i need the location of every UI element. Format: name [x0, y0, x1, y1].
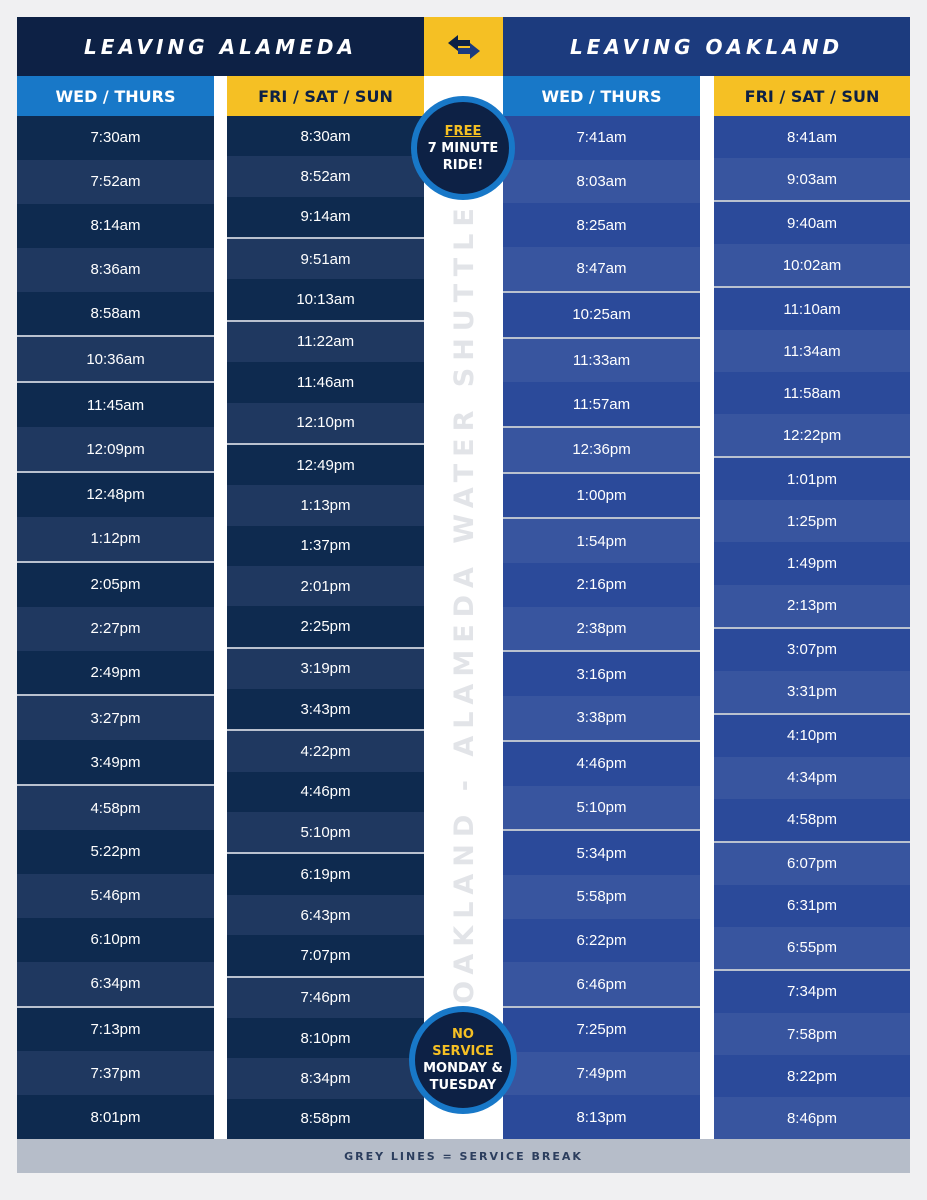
departure-time: 11:34am: [714, 330, 910, 372]
route-name-vertical: [447, 200, 481, 1004]
departure-time: 8:36am: [17, 248, 214, 292]
departure-time: 6:10pm: [17, 918, 214, 962]
departure-time: 7:52am: [17, 160, 214, 204]
departure-time: 3:07pm: [714, 627, 910, 671]
departure-time: 4:46pm: [227, 772, 424, 812]
departure-time: 5:34pm: [503, 829, 700, 875]
departure-time: 1:01pm: [714, 456, 910, 500]
departure-time: 6:34pm: [17, 962, 214, 1006]
departure-time: 5:10pm: [503, 786, 700, 830]
departure-time: 8:58am: [17, 292, 214, 336]
schedule-page: [17, 17, 910, 1173]
departure-time: 1:54pm: [503, 517, 700, 563]
departure-time: 7:41am: [503, 116, 700, 160]
departure-time: 2:25pm: [227, 606, 424, 646]
departure-time: 7:58pm: [714, 1013, 910, 1055]
departure-time: 11:22am: [227, 320, 424, 362]
departure-time: 1:12pm: [17, 517, 214, 561]
departure-time: 8:47am: [503, 247, 700, 291]
departure-time: 12:48pm: [17, 471, 214, 517]
route-name-text: OAKLAND - ALAMEDA WATER SHUTTLE: [448, 200, 480, 1004]
departure-time: 7:34pm: [714, 969, 910, 1013]
oakland-wed-thurs-header: WED / THURS: [503, 76, 700, 116]
monday-label: MONDAY &: [423, 1061, 503, 1076]
departure-time: 3:27pm: [17, 694, 214, 740]
swap-direction-panel: [424, 17, 503, 76]
alameda-fri-sat-sun-times: [227, 116, 424, 1139]
departure-time: 6:55pm: [714, 927, 910, 969]
departure-time: 10:25am: [503, 291, 700, 337]
departure-time: 11:10am: [714, 286, 910, 330]
departure-time: 1:25pm: [714, 500, 910, 542]
departure-time: 6:22pm: [503, 919, 700, 963]
departure-time: 10:36am: [17, 335, 214, 381]
departure-time: 9:14am: [227, 197, 424, 237]
oakland-fri-sat-sun-times: [714, 116, 910, 1139]
bidirectional-arrows-icon: [446, 32, 482, 62]
departure-time: 4:10pm: [714, 713, 910, 757]
leaving-oakland-header: LEAVING OAKLAND: [503, 17, 910, 76]
departure-time: 5:46pm: [17, 874, 214, 918]
departure-time: 6:31pm: [714, 885, 910, 927]
departure-time: 7:13pm: [17, 1006, 214, 1052]
departure-time: 8:10pm: [227, 1018, 424, 1058]
departure-time: 6:46pm: [503, 962, 700, 1006]
departure-time: 4:22pm: [227, 729, 424, 771]
departure-time: 7:46pm: [227, 976, 424, 1018]
departure-time: 11:45am: [17, 381, 214, 427]
departure-time: 5:58pm: [503, 875, 700, 919]
ride-label: RIDE!: [442, 157, 484, 173]
departure-time: 7:49pm: [503, 1052, 700, 1096]
departure-time: 12:22pm: [714, 414, 910, 456]
departure-time: 8:34pm: [227, 1058, 424, 1098]
service-label: SERVICE: [432, 1044, 494, 1059]
departure-time: 1:00pm: [503, 472, 700, 518]
free-ride-badge: [411, 96, 515, 200]
departure-time: 5:10pm: [227, 812, 424, 852]
departure-time: 10:02am: [714, 244, 910, 286]
departure-time: 12:09pm: [17, 427, 214, 471]
departure-time: 8:41am: [714, 116, 910, 158]
departure-time: 4:46pm: [503, 740, 700, 786]
leaving-alameda-header: LEAVING ALAMEDA: [17, 17, 424, 76]
departure-time: 11:58am: [714, 372, 910, 414]
departure-time: 1:49pm: [714, 542, 910, 584]
tuesday-label: TUESDAY: [429, 1078, 497, 1093]
departure-time: 8:58pm: [227, 1099, 424, 1139]
departure-time: 7:25pm: [503, 1006, 700, 1052]
departure-time: 9:51am: [227, 237, 424, 279]
departure-time: 8:14am: [17, 204, 214, 248]
departure-time: 3:38pm: [503, 696, 700, 740]
departure-time: 7:07pm: [227, 935, 424, 975]
departure-time: 12:10pm: [227, 403, 424, 443]
departure-time: 7:37pm: [17, 1051, 214, 1095]
departure-time: 2:05pm: [17, 561, 214, 607]
departure-time: 6:43pm: [227, 895, 424, 935]
departure-time: 12:36pm: [503, 426, 700, 472]
alameda-fri-sat-sun-header: FRI / SAT / SUN: [227, 76, 424, 116]
departure-time: 2:49pm: [17, 651, 214, 695]
departure-time: 3:16pm: [503, 650, 700, 696]
departure-time: 8:30am: [227, 116, 424, 156]
alameda-wed-thurs-times: [17, 116, 214, 1139]
departure-time: 9:40am: [714, 200, 910, 244]
departure-time: 8:22pm: [714, 1055, 910, 1097]
departure-time: 3:31pm: [714, 671, 910, 713]
departure-time: 12:49pm: [227, 443, 424, 485]
departure-time: 9:03am: [714, 158, 910, 200]
departure-time: 4:58pm: [714, 799, 910, 841]
free-label: FREE: [444, 123, 482, 139]
oakland-wed-thurs-times: [503, 116, 700, 1139]
departure-time: 8:13pm: [503, 1095, 700, 1139]
alameda-wed-thurs-header: WED / THURS: [17, 76, 214, 116]
departure-time: 2:38pm: [503, 607, 700, 651]
departure-time: 2:13pm: [714, 585, 910, 627]
oakland-fri-sat-sun-header: FRI / SAT / SUN: [714, 76, 910, 116]
departure-time: 10:13am: [227, 279, 424, 319]
departure-time: 5:22pm: [17, 830, 214, 874]
departure-time: 3:19pm: [227, 647, 424, 689]
departure-time: 8:46pm: [714, 1097, 910, 1139]
departure-time: 11:46am: [227, 362, 424, 402]
departure-time: 8:52am: [227, 156, 424, 196]
departure-time: 11:33am: [503, 337, 700, 383]
no-label: NO: [452, 1027, 474, 1042]
departure-time: 3:49pm: [17, 740, 214, 784]
departure-time: 8:03am: [503, 160, 700, 204]
departure-time: 2:16pm: [503, 563, 700, 607]
departure-time: 6:19pm: [227, 852, 424, 894]
departure-time: 6:07pm: [714, 841, 910, 885]
no-service-badge: [409, 1006, 517, 1114]
departure-time: 8:01pm: [17, 1095, 214, 1139]
departure-time: 2:27pm: [17, 607, 214, 651]
departure-time: 8:25am: [503, 203, 700, 247]
departure-time: 3:43pm: [227, 689, 424, 729]
departure-time: 11:57am: [503, 382, 700, 426]
departure-time: 4:34pm: [714, 757, 910, 799]
departure-time: 4:58pm: [17, 784, 214, 830]
departure-time: 7:30am: [17, 116, 214, 160]
departure-time: 1:37pm: [227, 526, 424, 566]
legend-footer: GREY LINES = SERVICE BREAK: [17, 1139, 910, 1173]
departure-time: 1:13pm: [227, 485, 424, 525]
departure-time: 2:01pm: [227, 566, 424, 606]
seven-minute-label: 7 MINUTE: [427, 140, 499, 156]
